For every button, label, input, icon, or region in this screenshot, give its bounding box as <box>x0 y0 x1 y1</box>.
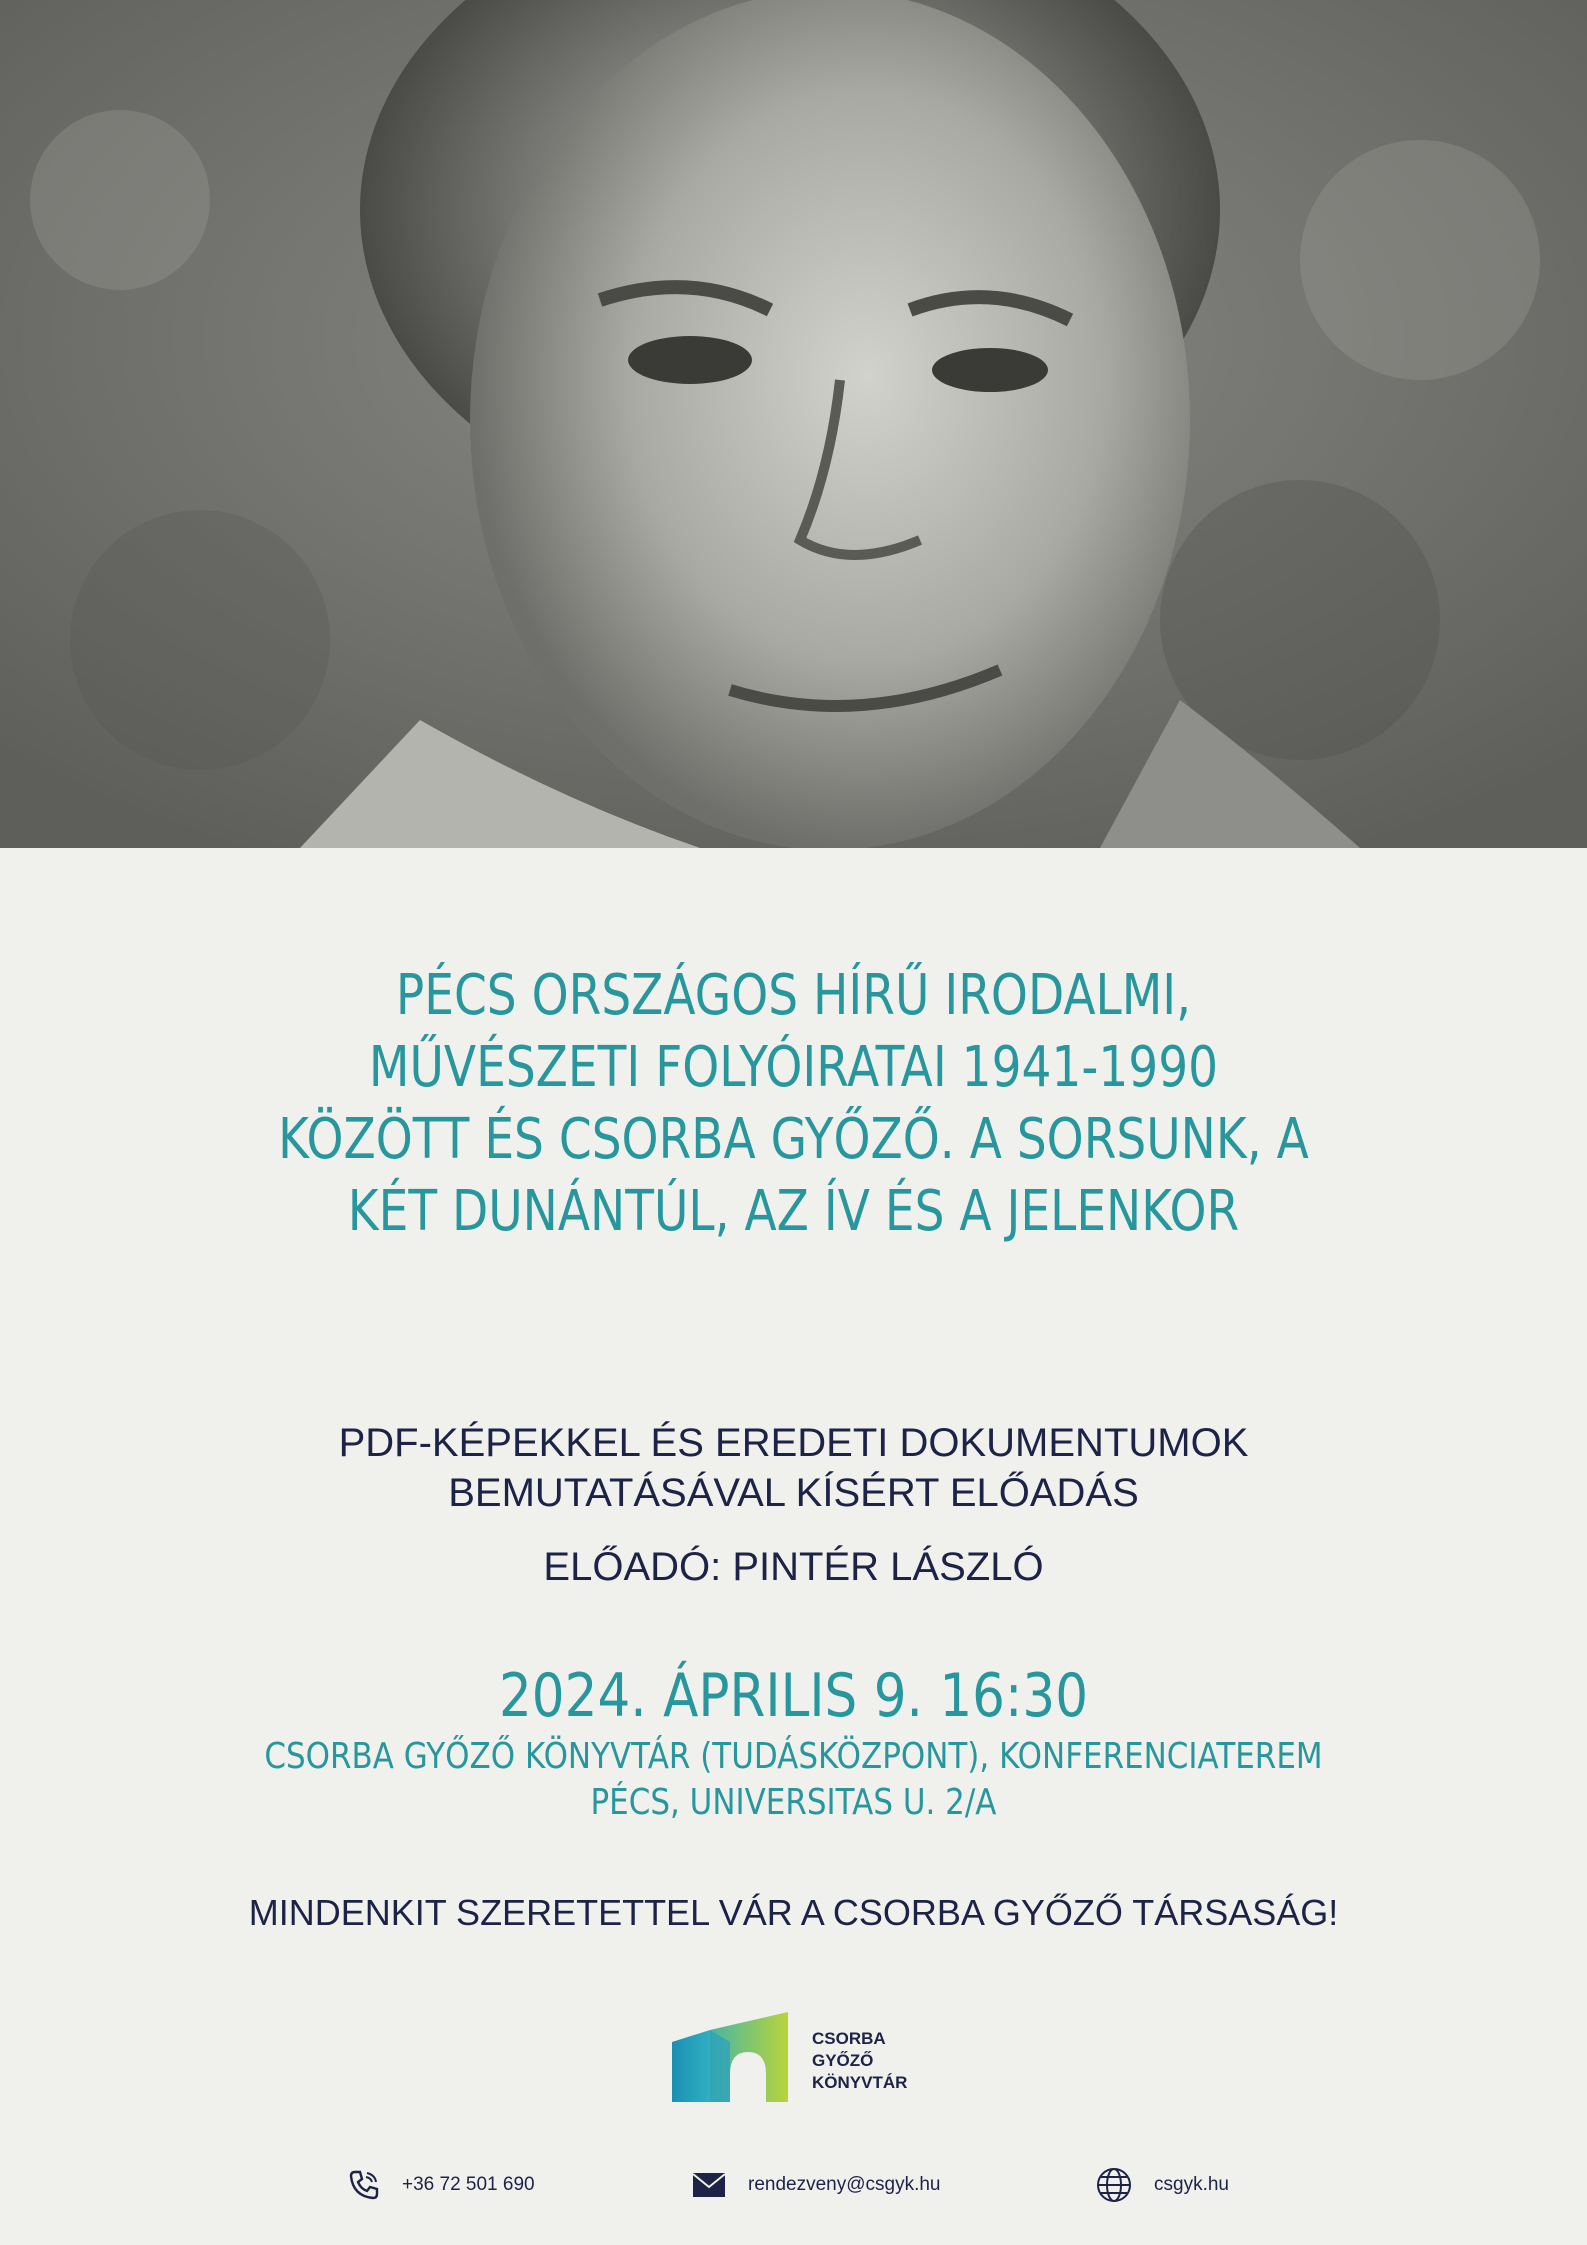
venue-line: PÉCS, UNIVERSITAS U. 2/A <box>590 1782 997 1823</box>
library-logo-text <box>812 2028 907 2094</box>
logo-line: CSORBA <box>812 2029 886 2048</box>
event-datetime: 2024. ÁPRILIS 9. 16:30 <box>498 1661 1089 1731</box>
title-line: PÉCS ORSZÁGOS HÍRŰ IRODALMI, <box>395 963 1192 1028</box>
portrait-photo <box>0 0 1587 848</box>
phone-number: +36 72 501 690 <box>402 2174 535 2195</box>
contact-phone[interactable] <box>348 2160 535 2210</box>
email-address: rendezveny@csgyk.hu <box>748 2174 941 2195</box>
title-line: KÖZÖTT ÉS CSORBA GYŐZŐ. A SORSUNK, A <box>278 1107 1309 1172</box>
venue-line: CSORBA GYŐZŐ KÖNYVTÁR (TUDÁSKÖZPONT), KONFERENCIATEREM <box>264 1736 1323 1777</box>
logo-line: KÖNYVTÁR <box>812 2073 908 2092</box>
logo-line: GYŐZŐ <box>812 2051 874 2070</box>
contact-email[interactable] <box>692 2160 941 2210</box>
contact-bar <box>0 2160 1587 2210</box>
library-logo <box>670 2012 930 2104</box>
event-subtitle <box>100 1418 1487 1518</box>
speaker-line: ELŐADÓ: PINTÉR LÁSZLÓ <box>543 1545 1044 1589</box>
library-logo-icon <box>670 2012 800 2104</box>
title-line: MŰVÉSZETI FOLYÓIRATAI 1941-1990 <box>368 1035 1219 1100</box>
title-line: KÉT DUNÁNTÚL, AZ ÍV ÉS A JELENKOR <box>347 1179 1240 1244</box>
welcome-text: MINDENKIT SZERETETTEL VÁR A CSORBA GYŐZŐ TÁRSASÁG! <box>248 1892 1339 1933</box>
event-venue <box>197 1734 1390 1826</box>
event-title <box>194 960 1393 1248</box>
contact-web[interactable] <box>1096 2160 1229 2210</box>
phone-icon <box>348 2169 380 2201</box>
subtitle-line: BEMUTATÁSÁVAL KÍSÉRT ELŐADÁS <box>448 1471 1139 1515</box>
globe-icon <box>1096 2167 1132 2203</box>
envelope-icon <box>692 2172 726 2198</box>
subtitle-line: PDF-KÉPEKKEL ÉS EREDETI DOKUMENTUMOK <box>338 1421 1249 1465</box>
website-url: csgyk.hu <box>1154 2174 1229 2195</box>
